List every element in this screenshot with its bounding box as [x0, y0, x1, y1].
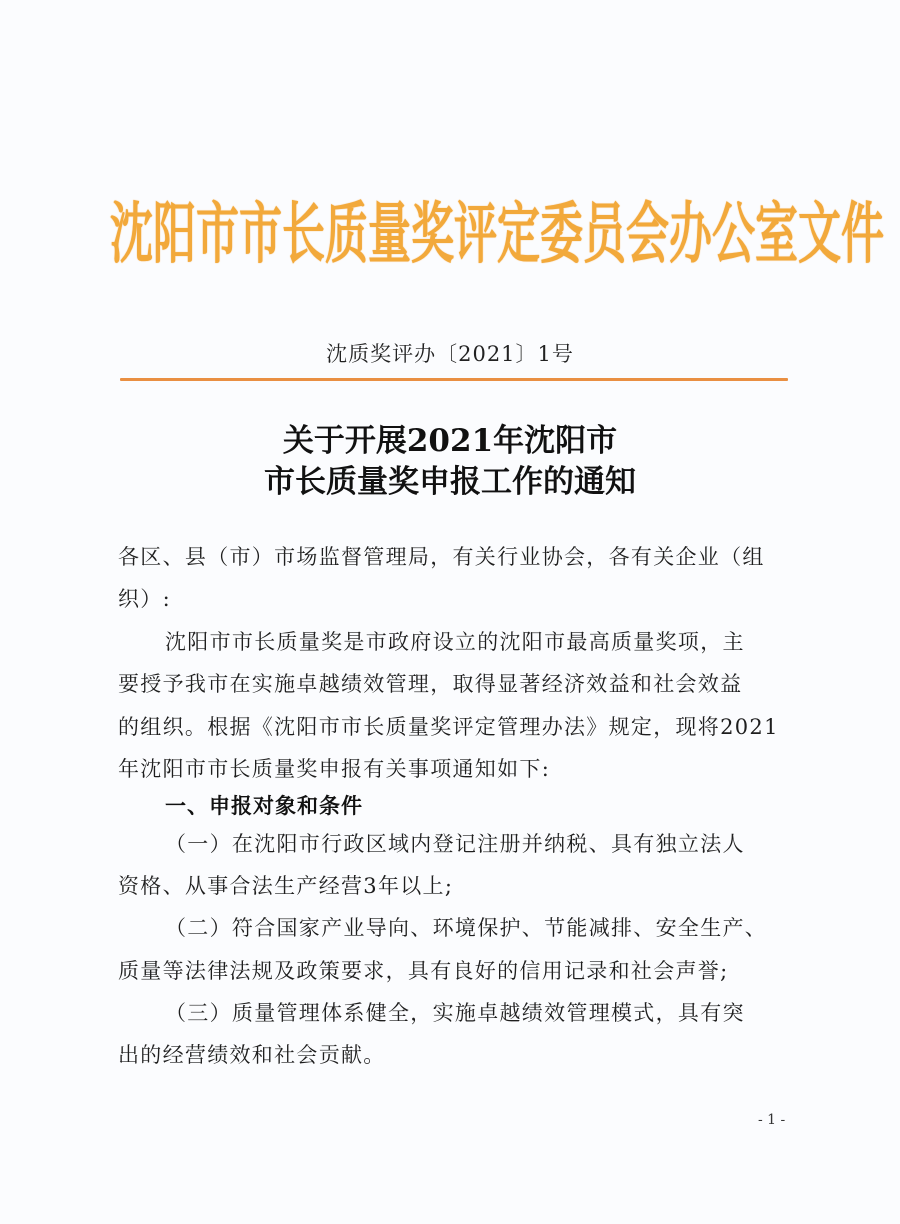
- notice-title-line-2: 市长质量奖申报工作的通知: [264, 464, 636, 500]
- addressee-line-1: 各区、县（市）市场监督管理局，有关行业协会，各有关企业（组: [118, 545, 765, 569]
- notice-title-line-1: 关于开展2021年沈阳市: [282, 423, 618, 459]
- intro-line-1: 沈阳市市长质量奖是市政府设立的沈阳市最高质量奖项，主: [165, 630, 745, 654]
- item-3-line-1: （三）质量管理体系健全，实施卓越绩效管理模式，具有突: [165, 1001, 745, 1025]
- org-header-title: 沈阳市市长质量奖评定委员会办公室文件: [110, 195, 884, 274]
- addressee-line-2: 织）:: [118, 587, 171, 611]
- intro-line-2: 要授予我市在实施卓越绩效管理，取得显著经济效益和社会效益: [118, 672, 743, 696]
- header-divider: [120, 378, 788, 381]
- item-2-line-1: （二）符合国家产业导向、环境保护、节能减排、安全生产、: [165, 916, 768, 940]
- item-2-line-2: 质量等法律法规及政策要求，具有良好的信用记录和社会声誉;: [118, 959, 729, 983]
- item-3-line-2: 出的经营绩效和社会贡献。: [118, 1043, 386, 1067]
- document-number: 沈质奖评办〔2021〕1号: [326, 342, 574, 366]
- page-number: - 1 -: [758, 1112, 786, 1128]
- section-1-heading: 一、申报对象和条件: [165, 794, 363, 818]
- intro-line-3: 的组织。根据《沈阳市市长质量奖评定管理办法》规定，现将2021: [118, 715, 779, 739]
- item-1-line-1: （一）在沈阳市行政区域内登记注册并纳税、具有独立法人: [165, 832, 745, 856]
- item-1-line-2: 资格、从事合法生产经营3年以上;: [118, 874, 454, 898]
- intro-line-4: 年沈阳市市长质量奖申报有关事项通知如下:: [118, 757, 551, 781]
